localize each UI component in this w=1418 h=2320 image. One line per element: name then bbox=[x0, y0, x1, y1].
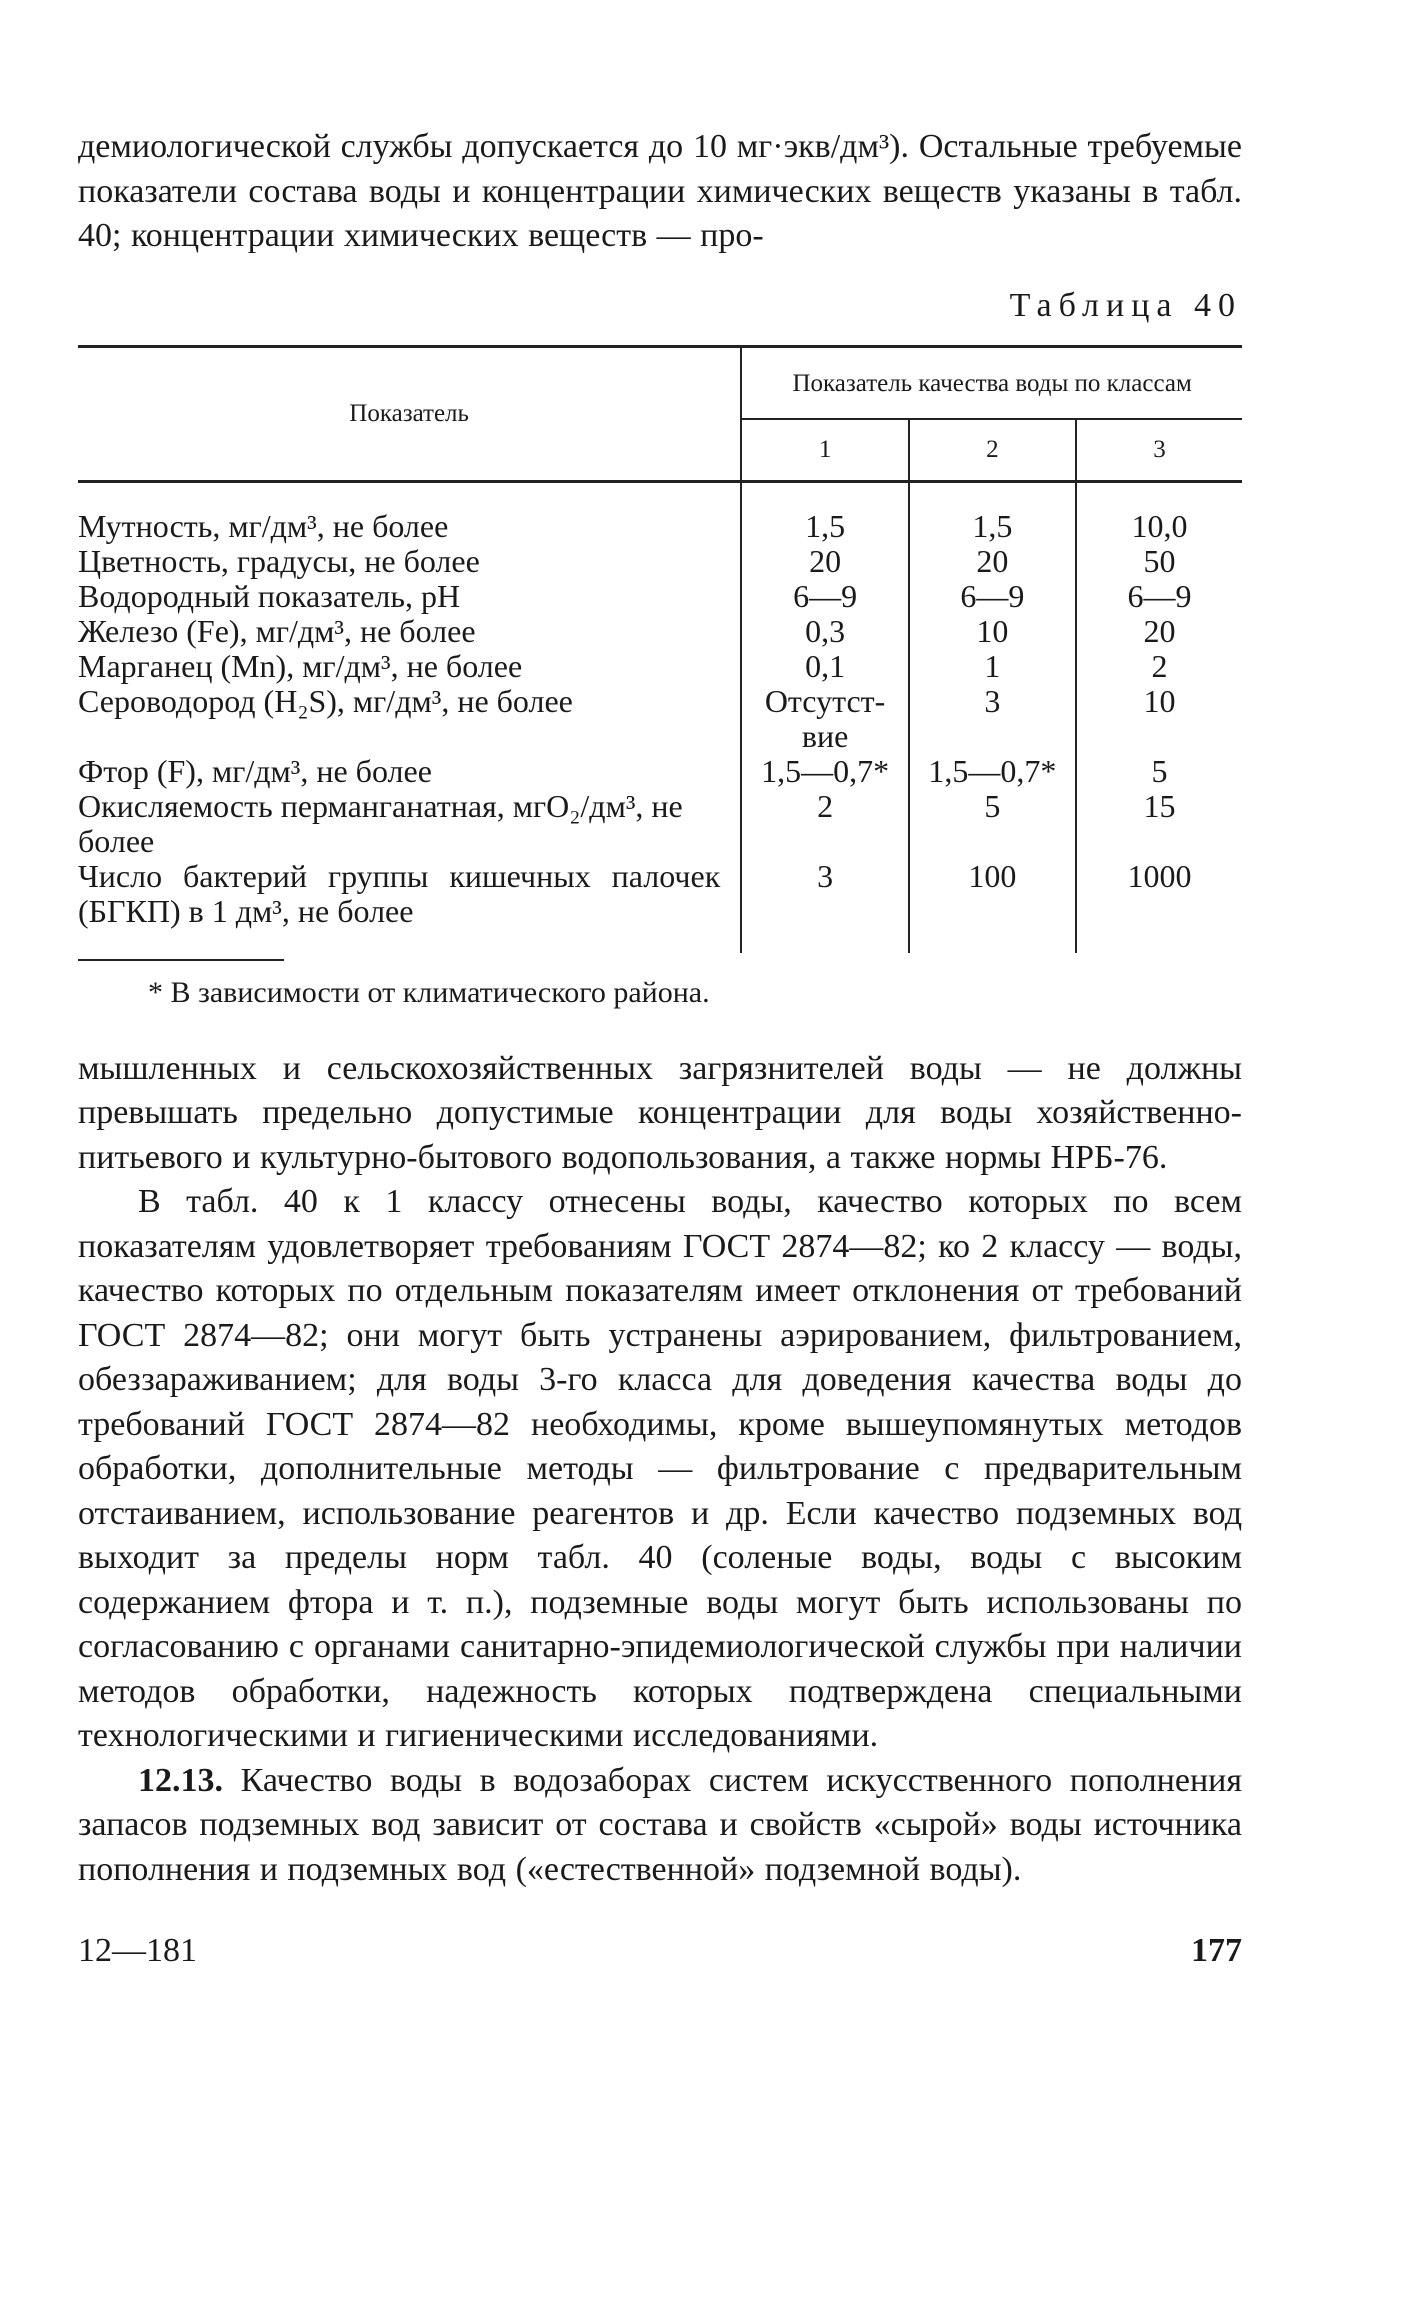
header-class-1: 1 bbox=[741, 419, 909, 482]
row-value-class-1: 2 bbox=[741, 789, 909, 859]
section-number: 12.13. bbox=[138, 1761, 223, 1799]
row-indicator-name: Железо (Fe), мг/дм³, не более bbox=[78, 612, 476, 649]
row-value-class-1: 1,5—0,7* bbox=[741, 754, 909, 789]
row-value-class-1: Отсутст-вие bbox=[741, 684, 909, 754]
row-value-class-3: 10,0 bbox=[1076, 481, 1242, 544]
row-value-class-2: 1,5—0,7* bbox=[909, 754, 1076, 789]
table-row bbox=[78, 859, 1242, 953]
section-paragraph bbox=[78, 1759, 1242, 1893]
row-value-class-2: 3 bbox=[909, 684, 1076, 754]
row-indicator-name: Водородный показатель, рН bbox=[78, 577, 461, 614]
row-value-class-2: 10 bbox=[909, 614, 1076, 649]
row-value-class-2: 5 bbox=[909, 789, 1076, 859]
row-value-class-3: 15 bbox=[1076, 789, 1242, 859]
table-footnote: * В зависимости от климатического района. bbox=[148, 975, 710, 1009]
page-footer bbox=[78, 1932, 1242, 1970]
table-row bbox=[78, 649, 1242, 684]
document-page bbox=[78, 125, 1242, 1970]
table-row bbox=[78, 789, 1242, 859]
row-value-class-2: 20 bbox=[909, 544, 1076, 579]
row-value-class-2: 1 bbox=[909, 649, 1076, 684]
row-indicator-name: Цветность, градусы, не более bbox=[78, 542, 480, 579]
header-quality-by-class: Показатель качества воды по классам bbox=[741, 346, 1242, 419]
header-class-3: 3 bbox=[1076, 419, 1242, 482]
row-value-class-1: 6—9 bbox=[741, 579, 909, 614]
row-value-class-2: 6—9 bbox=[909, 579, 1076, 614]
intro-paragraph: демиологической службы допускается до 10 мг·экв/дм³). Остальные требуемые показатели состава воды и концентрации химических веществ указаны в табл. 40; концентрации химических веществ — про- bbox=[78, 128, 1242, 254]
row-value-class-2: 1,5 bbox=[909, 481, 1076, 544]
header-class-2: 2 bbox=[909, 419, 1076, 482]
section-text: Качество воды в водозаборах систем искусственного пополнения запасов подземных вод зависит от состава и свойств «сырой» воды источника пополнения и подземных вод («естественной» подземной воды). bbox=[78, 1761, 1242, 1888]
row-value-class-3: 10 bbox=[1076, 684, 1242, 754]
water-quality-table bbox=[78, 345, 1242, 953]
row-indicator-name: Число бактерий группы кишечных палочек (БГКП) в 1 дм³, не более bbox=[78, 857, 721, 929]
row-value-class-3: 5 bbox=[1076, 754, 1242, 789]
continued-paragraph: мышленных и сельскохозяйственных загрязнителей воды — не должны превышать предельно допустимые концентрации для воды хозяйственно-питьевого и культурно-бытового водопользования, а также нормы НРБ-76. bbox=[78, 1049, 1242, 1176]
table-row bbox=[78, 579, 1242, 614]
table-row bbox=[78, 684, 1242, 754]
table-caption: Таблица 40 bbox=[1009, 286, 1242, 324]
signature-mark: 12—181 bbox=[78, 1932, 197, 1969]
table-row bbox=[78, 754, 1242, 789]
row-value-class-3: 50 bbox=[1076, 544, 1242, 579]
table-row bbox=[78, 481, 1242, 544]
header-indicator: Показатель bbox=[78, 346, 741, 481]
row-value-class-1: 1,5 bbox=[741, 481, 909, 544]
classes-paragraph: В табл. 40 к 1 классу отнесены воды, качество которых по всем показателям удовлетворяет требованиям ГОСТ 2874—82; ко 2 классу — воды, качество которых по отдельным показателям имеет отклонения от требований ГОСТ 2874—82; они могут быть устранены аэрированием, фильтрованием, обеззараживанием; для воды 3-го класса для доведения качества воды до требований ГОСТ 2874—82 необходимы, кроме вышеупомянутых методов обработки, дополнительные методы — фильтрование с предварительным отстаиванием, использование реагентов и др. Если качество подземных вод выходит за пределы норм табл. 40 (соленые воды, воды с высоким содержанием фтора и т. п.), подземные воды могут быть использованы по согласованию с органами санитарно-эпидемиологической службы при наличии методов обработки, надежность которых подтверждена специальными технологическими и гигиеническими исследованиями. bbox=[78, 1183, 1242, 1754]
row-indicator-name: Фтор (F), мг/дм³, не более bbox=[78, 752, 432, 789]
row-value-class-1: 0,1 bbox=[741, 649, 909, 684]
row-value-class-1: 20 bbox=[741, 544, 909, 579]
row-indicator-name: Окисляемость перманганатная, мгO₂/дм³, не более bbox=[78, 787, 683, 859]
row-indicator-name: Мутность, мг/дм³, не более bbox=[78, 507, 449, 544]
row-value-class-1: 0,3 bbox=[741, 614, 909, 649]
row-indicator-name: Марганец (Mn), мг/дм³, не более bbox=[78, 647, 523, 684]
table-row bbox=[78, 544, 1242, 579]
page-number: 177 bbox=[1191, 1932, 1242, 1969]
row-indicator-name: Сероводород (H₂S), мг/дм³, не более bbox=[78, 682, 573, 719]
row-value-class-2: 100 bbox=[909, 859, 1076, 953]
row-value-class-3: 20 bbox=[1076, 614, 1242, 649]
row-value-class-3: 6—9 bbox=[1076, 579, 1242, 614]
table-row bbox=[78, 614, 1242, 649]
row-value-class-1: 3 bbox=[741, 859, 909, 953]
footnote-rule bbox=[78, 959, 284, 961]
row-value-class-3: 1000 bbox=[1076, 859, 1242, 953]
row-value-class-3: 2 bbox=[1076, 649, 1242, 684]
